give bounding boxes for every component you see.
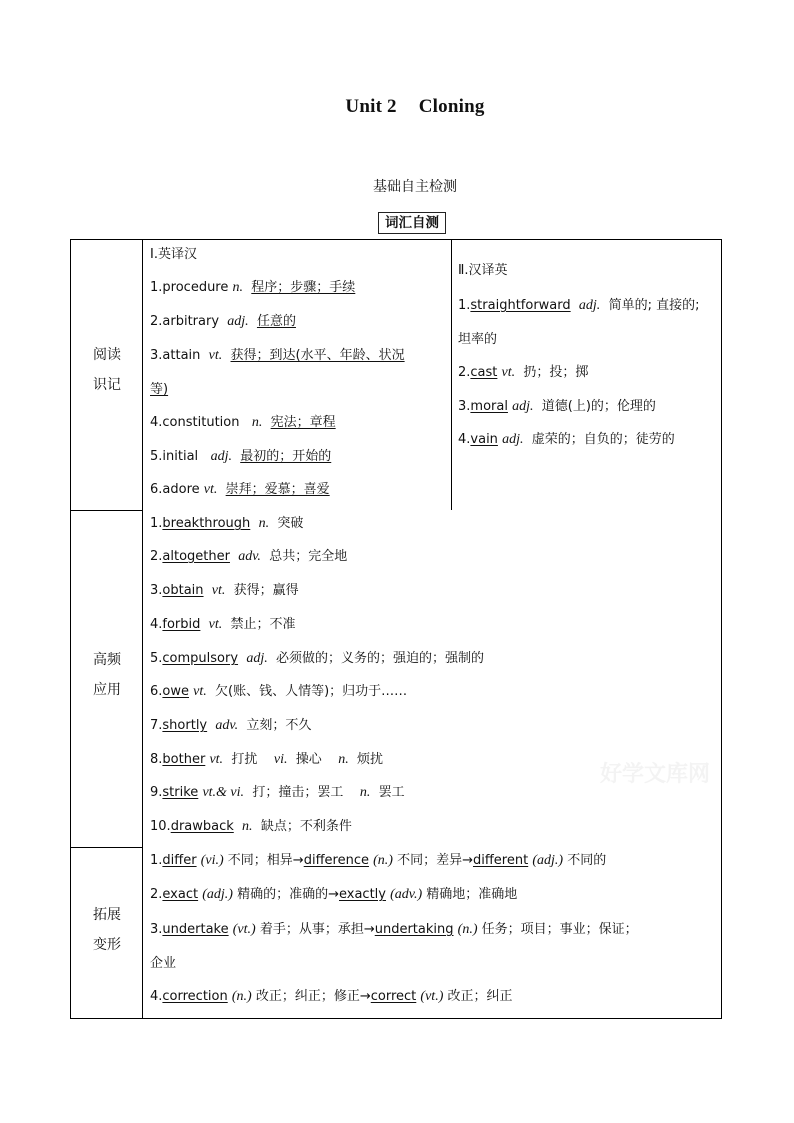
answer: 宪法；章程 (270, 415, 336, 430)
list-item: 3.attain vt. 获得；到达(水平、年龄、状况 (150, 348, 405, 363)
answer: bother (162, 752, 206, 767)
answer: strike (162, 785, 199, 800)
row-divider-1 (71, 510, 143, 511)
list-item: 9.strike vt.& vi. 打；撞击；罢工 n. 罢工 (150, 785, 405, 800)
unit-topic: Cloning (418, 96, 485, 117)
list-item: 2.altogether adv. 总共；完全地 (150, 549, 348, 564)
row-label-frequent: 高频 应用 (93, 652, 121, 698)
list-item: 5.initial adj. 最初的；开始的 (150, 449, 332, 464)
list-item: 3.undertake (vt.) 着手；从事；承担→undertaking (n.) 任务；项目；事业；保证； (150, 922, 638, 937)
answer: differ (162, 853, 197, 868)
row-label-reading: 阅读 识记 (93, 347, 121, 393)
unit-label: Unit 2 (345, 96, 397, 117)
answer: correction (162, 989, 228, 1004)
list-item: 4.correction (n.) 改正；纠正；修正→correct (vt.) 改正；纠正 (150, 989, 513, 1004)
answer: undertake (162, 922, 229, 937)
answer: obtain (162, 583, 204, 598)
answer: exactly (339, 887, 386, 902)
vocab-table (70, 239, 722, 1019)
list-item: 1.breakthrough n. 突破 (150, 516, 304, 531)
answer: 获得；到达(水平、年龄、状况 (230, 348, 405, 363)
answer: 最初的；开始的 (240, 449, 332, 464)
section-label-boxed: 词汇自测 (378, 212, 446, 234)
list-item: 3.moral adj. 道德(上)的；伦理的 (458, 399, 656, 414)
row-divider-2 (71, 847, 143, 848)
document-title (0, 96, 794, 118)
list-item: 10.drawback n. 缺点；不利条件 (150, 819, 352, 834)
row-label-extension: 拓展 变形 (93, 907, 121, 953)
answer: shortly (162, 718, 208, 733)
answer: drawback (170, 819, 234, 834)
reading-column-divider (451, 240, 452, 510)
answer: 任意的 (256, 314, 296, 329)
e2c-heading: Ⅰ.英译汉 (150, 247, 197, 262)
list-item: 4.forbid vt. 禁止；不准 (150, 617, 296, 632)
c2e-heading: Ⅱ.汉译英 (458, 263, 508, 278)
list-item: 7.shortly adv. 立刻；不久 (150, 718, 312, 733)
list-item: 4.vain adj. 虚荣的；自负的；徒劳的 (458, 432, 675, 447)
list-item: 1.differ (vi.) 不同；相异→difference (n.) 不同；差异→different (adj.) 不同的 (150, 853, 607, 868)
answer: forbid (162, 617, 201, 632)
list-item-continuation: 坦率的 (458, 332, 498, 347)
list-item: 6.adore vt. 崇拜；爱慕；喜爱 (150, 482, 330, 497)
list-item: 5.compulsory adj. 必须做的；义务的；强迫的；强制的 (150, 651, 484, 666)
list-item: 4.constitution n. 宪法；章程 (150, 415, 336, 430)
answer: moral (470, 399, 508, 414)
answer: 程序；步骤；手续 (251, 280, 356, 295)
list-item: 6.owe vt. 欠(账、钱、人情等)；归功于…… (150, 684, 408, 699)
list-item-continuation: 等) (150, 382, 169, 397)
answer: correct (370, 989, 417, 1004)
list-item: 2.arbitrary adj. 任意的 (150, 314, 296, 329)
list-item: 2.cast vt. 扔；投；掷 (458, 365, 589, 380)
answer: undertaking (374, 922, 454, 937)
answer: different (472, 853, 529, 868)
list-item: 8.bother vt. 打扰 vi. 操心 n. 烦扰 (150, 752, 384, 767)
list-item: 1.straightforward adj. 简单的; 直接的; (458, 298, 700, 313)
list-item: 3.obtain vt. 获得；赢得 (150, 583, 299, 598)
answer: vain (470, 432, 498, 447)
answer: straightforward (470, 298, 571, 313)
list-item: 2.exact (adj.) 精确的；准确的→exactly (adv.) 精确地；准确地 (150, 887, 518, 902)
answer: breakthrough (162, 516, 251, 531)
answer: owe (162, 684, 189, 699)
answer: compulsory (162, 651, 239, 666)
answer: exact (162, 887, 199, 902)
answer: 崇拜；爱慕；喜爱 (225, 482, 330, 497)
section-subtitle: 基础自主检测 (373, 179, 457, 195)
list-item: 1.procedure n. 程序；步骤；手续 (150, 280, 356, 295)
list-item-continuation: 企业 (150, 956, 177, 971)
answer: difference (303, 853, 369, 868)
answer: cast (470, 365, 498, 380)
answer: altogether (162, 549, 230, 564)
watermark: 好学文库网 (600, 762, 711, 787)
